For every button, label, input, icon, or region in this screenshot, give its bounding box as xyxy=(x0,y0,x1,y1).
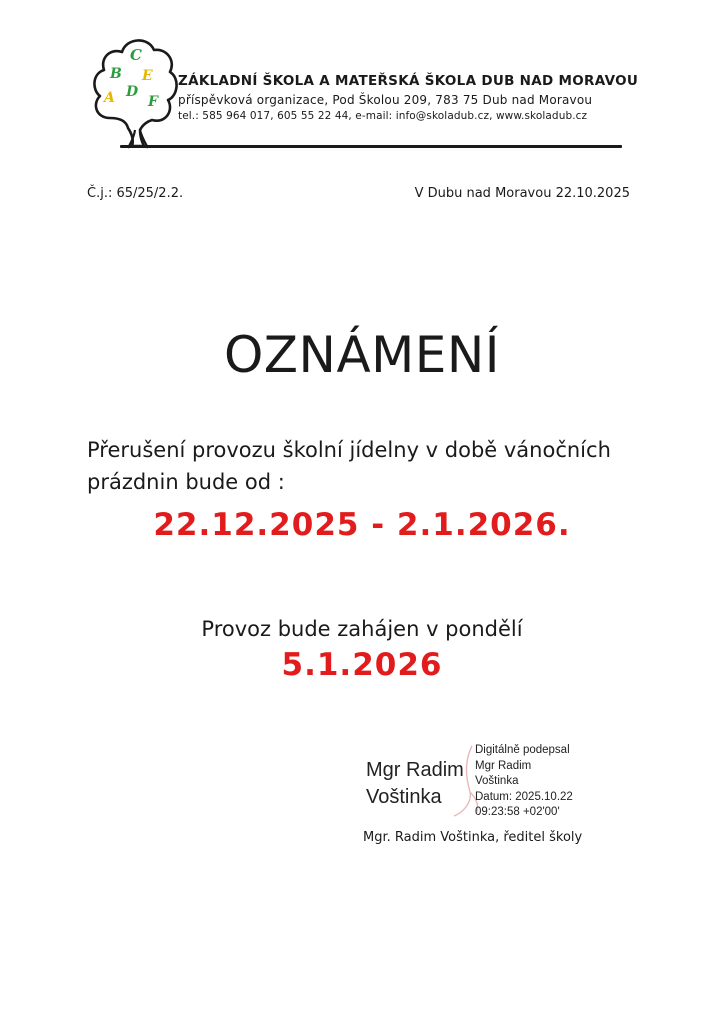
signature-detail-line: 09:23:58 +02'00' xyxy=(475,806,560,818)
signature-caption: Mgr. Radim Voštinka, ředitel školy xyxy=(363,830,583,845)
school-contact: tel.: 585 964 017, 605 55 22 44, e-mail: info@skoladub.cz, www.skoladub.cz xyxy=(178,110,588,122)
school-logo xyxy=(88,30,180,150)
signer-name xyxy=(366,757,464,811)
reference-number: Č.j.: 65/25/2.2. xyxy=(87,186,184,201)
header-rule xyxy=(120,145,622,148)
logo-letter-f: F xyxy=(148,94,158,110)
logo-letter-a: A xyxy=(104,90,115,106)
signer-name-line-1: Mgr Radim xyxy=(366,759,464,781)
notice-title: OZNÁMENÍ xyxy=(223,326,501,384)
signature-detail-line: Voštinka xyxy=(475,775,519,787)
signature-detail-line: Digitálně podepsal xyxy=(475,744,570,756)
signer-name-line-2: Voštinka xyxy=(366,786,442,808)
notice-paragraph xyxy=(87,434,657,498)
place-and-date: V Dubu nad Moravou 22.10.2025 xyxy=(414,186,630,201)
signature-detail-line: Mgr Radim xyxy=(475,759,532,772)
resume-date: 5.1.2026 xyxy=(281,647,443,683)
school-address: příspěvková organizace, Pod Školou 209, 783 75 Dub nad Moravou xyxy=(178,93,593,107)
resume-text: Provoz bude zahájen v pondělí xyxy=(201,617,523,641)
logo-letter-e: E xyxy=(142,68,153,84)
closure-date-range: 22.12.2025 - 2.1.2026. xyxy=(153,507,571,543)
school-name: ZÁKLADNÍ ŠKOLA A MATEŘSKÁ ŠKOLA DUB NAD MORAVOU xyxy=(178,73,639,89)
logo-letter-b: B xyxy=(110,66,122,82)
logo-letter-d: D xyxy=(126,84,139,100)
signature-detail-line: Datum: 2025.10.22 xyxy=(475,790,573,803)
notice-paragraph-line-2: prázdnin bude od : xyxy=(87,470,285,494)
notice-paragraph-line-1: Přerušení provozu školní jídelny v době vánočních xyxy=(87,438,611,462)
logo-letter-c: C xyxy=(130,46,142,64)
signature-details xyxy=(475,743,573,821)
